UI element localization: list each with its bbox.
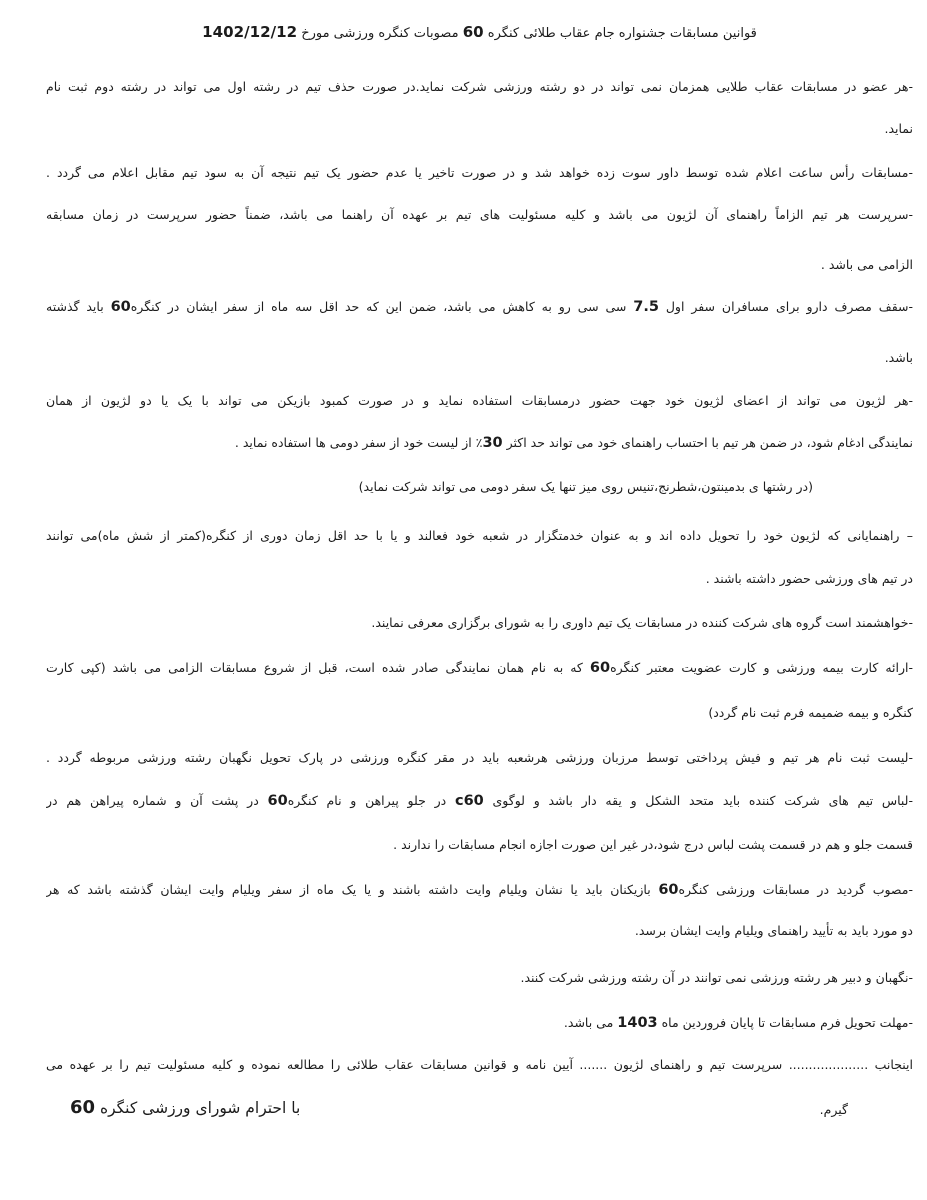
text-line-5: الزامی می باشد . (820, 257, 913, 272)
latin-number: 60 (462, 23, 484, 41)
text-line-19: -مصوب گردید در مسابقات ورزشی کنگره60 بازیکنان باید یا نشان ویلیام وایت داشته باشند و یا یک ماه از سفر ویلیام وایت ایشان گذشته باشد که هر (46, 882, 913, 898)
text-line-8: -هر لژیون می تواند از اعضای لژیون خود جهت حضور درمسابقات استفاده نماید و در صورت کمبود بازیکن می تواند با یک یا دو لژیون از همان (46, 393, 913, 408)
text-line-20: دو مورد باید به تأیید راهنمای ویلیام وایت ایشان برسد. (634, 923, 913, 938)
latin-number: 1402/12/12 (202, 23, 298, 41)
document-title: قوانین مسابقات جشنواره جام عقاب طلائی کنگره 60 مصوبات کنگره ورزشی مورخ 1402/12/12 (202, 23, 757, 41)
text-line-7: باشد. (884, 350, 913, 365)
latin-number: 1403 (617, 1015, 658, 1031)
text-line-2: نماید. (884, 121, 913, 136)
text-line-6: -سقف مصرف دارو برای مسافران سفر اول 7.5 سی سی رو به کاهش می باشد، ضمن این که حد اقل سه ماه از سفر ایشان در کنگره60 باید گذشته (46, 299, 913, 315)
text-line-16: -لیست ثبت نام هر تیم و فیش پرداختی توسط مرزبان ورزشی هرشعبه باید در مقر کنگره ورزشی در پارک تحویل نگهبان رشته ورزشی مربوطه گردد . (46, 750, 913, 765)
text-line-10: (در رشتها ی بدمینتون،شطرنج،تنیس روی میز تنها یک سفر دومی می تواند شرکت نماید) (358, 479, 813, 494)
latin-number: 60 (267, 793, 288, 809)
latin-number: 30 (482, 435, 503, 451)
text-line-24: گیرم. (819, 1102, 848, 1117)
latin-number: 60 (110, 299, 131, 315)
latin-number: 60 (589, 660, 611, 676)
text-line-1: -هر عضو در مسابقات عقاب طلایی همزمان نمی تواند در دو رشته ورزشی شرکت نماید.در صورت حذف تیم در رشته اول می تواند در رشته دوم ثبت نام (46, 79, 913, 94)
latin-number: 60 (70, 1097, 96, 1118)
text-line-12: در تیم های ورزشی حضور داشته باشند . (705, 571, 913, 586)
text-line-15: کنگره و بیمه ضمیمه فرم ثبت نام گردد) (708, 705, 913, 720)
text-line-21: -نگهبان و دبیر هر رشته ورزشی نمی توانند در آن رشته ورزشی شرکت کنند. (520, 970, 913, 985)
signature-line: با احترام شورای ورزشی کنگره 60 (70, 1097, 301, 1118)
text-line-9: نمایندگی ادغام شود، در ضمن هر تیم با احتساب راهنمای خود می تواند حد اکثر 30٪ از لیست خود از سفر دومی ها استفاده نماید . (234, 435, 913, 451)
text-line-18: قسمت جلو و هم در قسمت پشت لباس درج شود،در غیر این صورت اجازه انجام مسابقات را ندارند . (393, 837, 913, 852)
text-line-23: اینجانب .................... سرپرست تیم و راهنمای لژیون ....... آیین نامه و قوانین مسابقات عقاب طلائی را مطالعه نموده و کلیه مسئولیت تیم را بر عهده می (46, 1057, 913, 1072)
text-line-22: -مهلت تحویل فرم مسابقات تا پایان فروردین ماه 1403 می باشد. (563, 1015, 913, 1031)
latin-number: 7.5 (633, 299, 659, 315)
latin-number: c60 (454, 793, 484, 809)
text-line-17: -لباس تیم های شرکت کننده باید متحد الشکل و یقه دار باشد و لوگوی c60 در جلو پیراهن و نام کنگره60 در پشت آن و شماره پیراهن هم در (46, 793, 913, 809)
text-line-13: -خواهشمند است گروه های شرکت کننده در مسابقات یک تیم داوری را به شورای برگزاری معرفی نمایند. (371, 615, 913, 630)
latin-number: 60 (658, 882, 679, 898)
text-line-11: – راهنمایانی که لژیون خود را تحویل داده اند و به عنوان خدمتگزار در شعبه خود فعالند و یا با حد اقل زمان دوری از کنگره(کمتر از شش ماه)می توانند (46, 528, 913, 543)
text-line-3: -مسابقات رأس ساعت اعلام شده توسط داور سوت زده خواهد شد و در صورت تاخیر یا عدم حضور یک تیم نتیجه آن به سود تیم مقابل اعلام می گردد . (46, 165, 913, 180)
text-line-4: -سرپرست هر تیم الزاماً راهنمای آن لژیون می باشد و کلیه مسئولیت های تیم بر عهده آن راهنما می باشد، ضمناً حضور سرپرست در زمان مسابقه (46, 207, 913, 222)
text-line-14: -ارائه کارت بیمه ورزشی و کارت عضویت معتبر کنگره60 که به نام همان نمایندگی صادر شده است، قبل از شروع مسابقات الزامی می باشد (کپی کارت (46, 660, 913, 676)
